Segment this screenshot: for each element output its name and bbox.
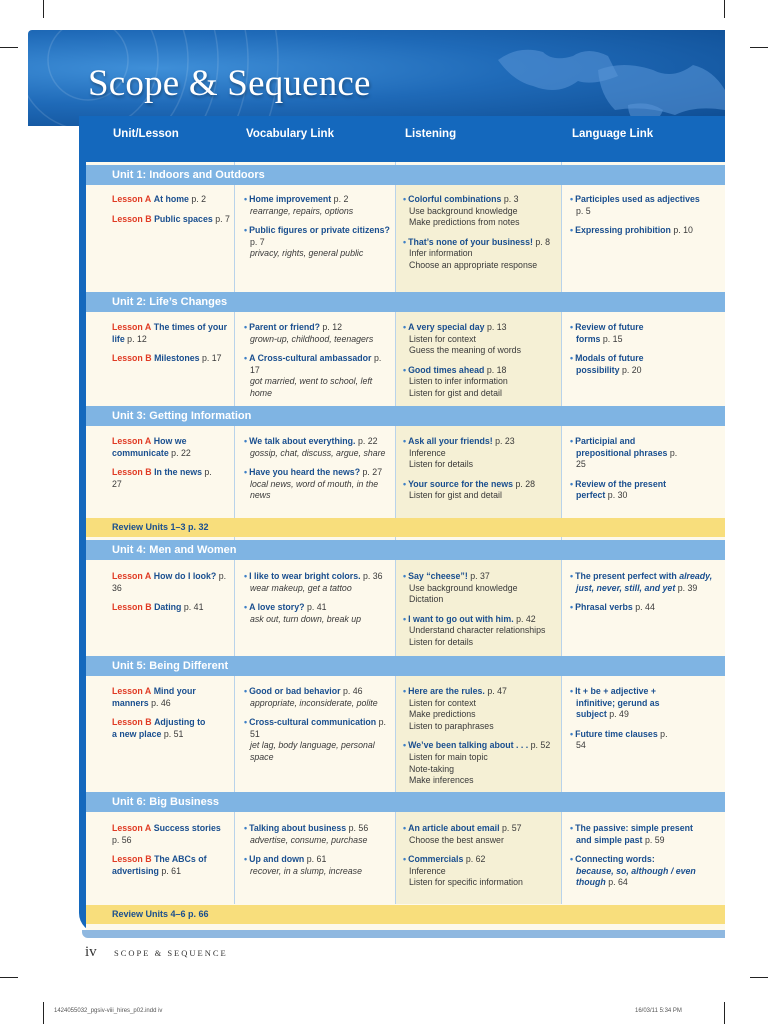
vocab-page: p. 17 xyxy=(250,353,382,375)
lesson-cell xyxy=(112,436,222,498)
language-title: Review of future forms xyxy=(575,322,644,344)
review-bar xyxy=(86,905,725,924)
listening-skill: Inference xyxy=(409,865,446,876)
lesson-label: Lesson A xyxy=(112,571,152,581)
lesson-label: Lesson B xyxy=(112,467,152,478)
lesson-title: Adjusting to a new place xyxy=(112,717,206,739)
listening-title: Commercials xyxy=(408,854,464,865)
print-slug: 1424055032_pgsiv-viii_hires_p02.indd iv xyxy=(54,1008,163,1014)
unit-title: Unit 1: Indoors and Outdoors xyxy=(112,169,265,181)
unit-header-bar xyxy=(86,165,725,185)
listening-page: p. 23 xyxy=(495,436,515,446)
lesson-label: Lesson B xyxy=(112,602,152,613)
language-extra: because, so, although / even though xyxy=(576,865,696,888)
vocab-title: Cross-cultural communication xyxy=(249,717,377,728)
listening-skill: Listen to infer information xyxy=(409,376,508,387)
listening-skill: Use background knowledge xyxy=(409,582,518,593)
crop-mark xyxy=(0,977,18,978)
vocab-title: Public figures or private citizens? xyxy=(249,225,390,236)
listening-title: I want to go out with him. xyxy=(408,613,514,624)
language-cell: • Participial and prepositional phrases p. 25 • Review of the present perfect p. 30 xyxy=(570,436,678,501)
listening-page: p. 52 xyxy=(530,740,551,751)
lesson-title: The ABCs of advertising xyxy=(112,854,207,876)
unit-title: Unit 2: Life’s Changes xyxy=(112,296,228,308)
language-page: p. 44 xyxy=(635,602,655,613)
vocab-title: A Cross-cultural ambassador xyxy=(249,353,372,364)
vocab-words: advertise, consume, purchase xyxy=(250,834,368,845)
vocab-title: Good or bad behavior xyxy=(249,686,341,696)
lesson-label: Lesson B xyxy=(112,353,152,364)
language-page: p. 5 xyxy=(576,205,591,216)
lesson-page: p. 61 xyxy=(161,865,181,876)
listening-skill: Note-taking xyxy=(409,763,454,774)
lesson-page: p. 17 xyxy=(201,353,222,364)
lesson-page: p. 2 xyxy=(191,194,207,204)
vocab-page: p. 46 xyxy=(342,686,363,696)
listening-title: A very special day xyxy=(408,322,485,332)
vocab-page: p. 36 xyxy=(363,571,383,581)
unit-header-bar xyxy=(86,292,725,312)
lesson-cell xyxy=(112,194,230,233)
header-vocabulary-link: Vocabulary Link xyxy=(246,128,334,140)
language-cell: • It + be + adjective + infinitive; gerund as subject p. 49 • Future time clauses p. 54 xyxy=(570,686,668,751)
listening-skill: Choose an appropriate response xyxy=(409,259,538,270)
vocab-page: p. 12 xyxy=(322,322,342,332)
language-page: p. 25 xyxy=(576,447,678,470)
vocab-words: privacy, rights, general public xyxy=(250,248,364,259)
language-page: p. 39 xyxy=(677,582,698,593)
unit-header-bar xyxy=(86,406,725,426)
listening-skill: Dictation xyxy=(409,594,444,605)
listening-page: p. 3 xyxy=(503,194,519,204)
crop-mark xyxy=(750,977,768,978)
lesson-page: p. 56 xyxy=(112,834,132,845)
vocab-title: Have you heard the news? xyxy=(249,467,361,478)
listening-skill: Make inferences xyxy=(409,775,474,786)
lesson-title: The times of your life xyxy=(112,322,228,344)
header-listening: Listening xyxy=(405,128,457,140)
vocab-title: Up and down xyxy=(249,854,305,865)
vocab-page: p. 56 xyxy=(348,823,369,833)
language-page: p. 10 xyxy=(673,225,693,236)
listening-page: p. 37 xyxy=(470,571,490,581)
vocab-words: got married, went to school, left home xyxy=(250,376,373,398)
language-title: Expressing prohibition xyxy=(575,225,671,236)
lesson-label: Lesson A xyxy=(112,322,152,332)
vocab-cell: • Good or bad behavior p. 46 appropriate, inconsiderate, polite • Cross-cultural communication p. 51 jet lag, body language, personal space xyxy=(244,686,386,762)
vocab-words: local news, word of mouth, in the news xyxy=(250,478,379,501)
listening-cell: • Say “cheese”! p. 37 Use background knowledge Dictation • I want to go out with him. p. 42 Understand character relationships Listen for details xyxy=(403,571,546,647)
language-page: p. 20 xyxy=(621,364,642,375)
listening-cell: • Colorful combinations p. 3 Use background knowledge Make predictions from notes • That’s none of your business! p. 8 Infer information Choose an appropriate response xyxy=(403,194,551,270)
listening-page: p. 57 xyxy=(501,823,522,833)
language-page: p. 49 xyxy=(609,709,629,720)
vocab-cell: • We talk about everything. p. 22 gossip, chat, discuss, argue, share • Have you heard the news? p. 27 local news, word of mouth, in the news xyxy=(244,436,386,501)
vocab-page: p. 7 xyxy=(250,236,265,247)
vocab-title: Home improvement xyxy=(249,194,332,204)
lesson-label: Lesson A xyxy=(112,194,152,204)
listening-skill: Listen for context xyxy=(409,697,476,708)
language-page: p. 59 xyxy=(644,834,665,845)
language-title: The present perfect with xyxy=(575,571,677,581)
lesson-title: How do I look? xyxy=(153,571,217,581)
vocab-words: jet lag, body language, personal space xyxy=(250,740,375,762)
lesson-page: p. 46 xyxy=(151,697,171,708)
lesson-title: Dating xyxy=(154,602,182,613)
listening-skill: Infer information xyxy=(409,248,473,259)
language-page: p. 15 xyxy=(602,333,623,344)
listening-page: p. 18 xyxy=(486,364,507,375)
page-title: Scope & Sequence xyxy=(88,63,371,104)
listening-skill: Listen for context xyxy=(409,333,476,344)
crop-mark xyxy=(43,1002,44,1024)
lesson-title: Mind your manners xyxy=(112,686,196,708)
lesson-page: p. 36 xyxy=(112,571,227,593)
review-bar xyxy=(86,518,725,537)
listening-page: p. 13 xyxy=(487,322,507,332)
vocab-title: Parent or friend? xyxy=(249,322,320,332)
header-language-link: Language Link xyxy=(572,128,654,140)
listening-skill: Listen for details xyxy=(409,636,474,647)
vocab-cell: • Talking about business p. 56 advertise, consume, purchase • Up and down p. 61 recover, in a slump, increase xyxy=(244,823,369,876)
language-title: The passive: simple present and simple past xyxy=(575,823,693,845)
vocab-words: rearrange, repairs, options xyxy=(250,205,354,216)
lesson-title: Public spaces xyxy=(154,213,213,224)
lesson-label: Lesson A xyxy=(112,436,152,446)
vocab-page: p. 61 xyxy=(306,854,327,865)
language-title: Phrasal verbs xyxy=(575,602,633,613)
vocab-cell: • I like to wear bright colors. p. 36 wear makeup, get a tattoo • A love story? p. 41 ask out, turn down, break up xyxy=(244,571,383,624)
listening-skill: Listen for specific information xyxy=(409,877,523,888)
listening-page: p. 47 xyxy=(487,686,507,696)
language-page: p. 30 xyxy=(607,490,628,501)
language-page: p. 54 xyxy=(576,728,668,751)
vocab-cell: • Parent or friend? p. 12 grown-up, childhood, teenagers • A Cross-cultural ambassador p. 17 got married, went to school, left home xyxy=(244,322,382,398)
table-header xyxy=(79,116,725,162)
listening-page: p. 42 xyxy=(516,613,536,624)
lesson-cell xyxy=(112,571,230,622)
lesson-page: p. 51 xyxy=(163,728,184,739)
language-cell: • Participles used as adjectives p. 5 • Expressing prohibition p. 10 xyxy=(570,194,700,236)
vocab-words: gossip, chat, discuss, argue, share xyxy=(250,447,386,458)
listening-skill: Choose the best answer xyxy=(409,834,504,845)
language-title: Connecting words: xyxy=(575,854,655,865)
listening-page: p. 28 xyxy=(515,478,536,489)
unit-title: Unit 5: Being Different xyxy=(112,660,229,672)
vocab-page: p. 27 xyxy=(362,467,383,478)
table-footer-bar xyxy=(82,930,725,938)
vocab-title: I like to wear bright colors. xyxy=(249,571,361,581)
vocab-words: wear makeup, get a tattoo xyxy=(250,582,352,593)
lesson-title: In the news xyxy=(154,467,202,478)
listening-skill: Listen for main topic xyxy=(409,751,488,762)
unit-title: Unit 4: Men and Women xyxy=(112,544,237,556)
vocab-page: p. 22 xyxy=(357,436,378,446)
lesson-label: Lesson A xyxy=(112,823,152,833)
listening-skill: Guess the meaning of words xyxy=(409,345,521,356)
crop-mark xyxy=(0,47,18,48)
print-date: 16/03/11 5:34 PM xyxy=(635,1008,682,1014)
vocab-page: p. 51 xyxy=(250,717,386,739)
language-cell: • The present perfect with already, just, never, still, and yet p. 39 • Phrasal verbs p. 44 xyxy=(570,571,713,613)
listening-skill: Listen for gist and detail xyxy=(409,490,502,501)
listening-skill: Make predictions xyxy=(409,709,476,720)
vocab-page: p. 41 xyxy=(306,602,327,613)
lesson-page: p. 22 xyxy=(171,447,191,458)
listening-cell: • Ask all your friends! p. 23 Inference Listen for details • Your source for the news p. 28 Listen for gist and detail xyxy=(403,436,536,501)
language-page: p. 64 xyxy=(608,877,628,888)
running-footer: SCOPE & SEQUENCE xyxy=(114,948,228,958)
language-title: Future time clauses xyxy=(575,728,658,739)
listening-title: Say “cheese”! xyxy=(408,571,468,581)
listening-page: p. 62 xyxy=(465,854,486,865)
language-extra: already, just, never, still, and yet xyxy=(576,571,713,593)
lesson-page: p. 41 xyxy=(183,602,204,613)
vocab-cell: • Home improvement p. 2 rearrange, repairs, options • Public figures or private citizens? p. 7 privacy, rights, general public xyxy=(244,194,390,259)
crop-mark xyxy=(750,47,768,48)
review-label: Review Units 4–6 p. 66 xyxy=(112,909,209,919)
lesson-label: Lesson B xyxy=(112,854,152,865)
lesson-label: Lesson A xyxy=(112,686,152,696)
lesson-label: Lesson B xyxy=(112,717,152,728)
language-title: Participles used as adjectives xyxy=(575,194,700,204)
listening-cell: • A very special day p. 13 Listen for context Guess the meaning of words • Good times ahead p. 18 Listen to infer information Listen for gist and detail xyxy=(403,322,521,398)
unit-header-bar xyxy=(86,792,725,812)
lesson-label: Lesson B xyxy=(112,213,152,224)
lesson-page: p. 7 xyxy=(215,213,230,224)
listening-skill: Listen to paraphrases xyxy=(409,720,494,731)
review-label: Review Units 1–3 p. 32 xyxy=(112,522,209,532)
unit-title: Unit 6: Big Business xyxy=(112,796,219,808)
unit-header-bar xyxy=(86,656,725,676)
vocab-title: We talk about everything. xyxy=(249,436,356,446)
listening-skill: Use background knowledge xyxy=(409,205,518,216)
page-number: iv xyxy=(85,944,97,960)
listening-title: Ask all your friends! xyxy=(408,436,493,446)
lesson-title: At home xyxy=(153,194,189,204)
listening-skill: Understand character relationships xyxy=(409,625,546,636)
listening-skill: Listen for gist and detail xyxy=(409,387,502,398)
language-cell: • The passive: simple present and simple past p. 59 • Connecting words: because, so, although / even though p. 64 xyxy=(570,823,696,888)
listening-cell: • Here are the rules. p. 47 Listen for context Make predictions Listen to paraphrases • We’ve been talking about . . . p. 52 Listen for main topic Note-taking Make inferences xyxy=(403,686,551,786)
vocab-words: recover, in a slump, increase xyxy=(250,865,362,876)
listening-title: Good times ahead xyxy=(408,364,485,375)
language-title: Modals of future possibility xyxy=(575,353,644,375)
vocab-words: ask out, turn down, break up xyxy=(250,613,362,624)
listening-title: Colorful combinations xyxy=(408,194,502,204)
lesson-page: p. 27 xyxy=(112,467,212,489)
unit-header-bar xyxy=(86,540,725,560)
lesson-cell xyxy=(112,823,230,885)
listening-page: p. 8 xyxy=(535,236,551,247)
vocab-words: appropriate, inconsiderate, polite xyxy=(250,697,378,708)
header-unit-lesson: Unit/Lesson xyxy=(113,128,179,140)
listening-skill: Listen for details xyxy=(409,459,474,470)
crop-mark xyxy=(724,1002,725,1024)
listening-title: An article about email xyxy=(408,823,500,833)
language-title: It + be + adjective + infinitive; gerund as subject xyxy=(575,686,660,720)
lesson-page: p. 12 xyxy=(127,333,147,344)
vocab-page: p. 2 xyxy=(333,194,349,204)
listening-cell: • An article about email p. 57 Choose the best answer • Commercials p. 62 Inference Listen for specific information xyxy=(403,823,523,888)
language-cell: • Review of future forms p. 15 • Modals of future possibility p. 20 xyxy=(570,322,644,375)
listening-title: That’s none of your business! xyxy=(408,236,533,247)
lesson-title: Milestones xyxy=(154,353,200,364)
vocab-words: grown-up, childhood, teenagers xyxy=(250,333,374,344)
vocab-title: A love story? xyxy=(249,602,305,613)
lesson-cell xyxy=(112,686,212,748)
listening-skill: Make predictions from notes xyxy=(409,217,520,228)
lesson-title: How we communicate xyxy=(112,436,187,458)
crop-mark xyxy=(724,0,725,18)
vocab-title: Talking about business xyxy=(249,823,347,833)
lesson-title: Success stories xyxy=(153,823,221,833)
listening-title: Your source for the news xyxy=(408,478,514,489)
lesson-cell xyxy=(112,322,230,373)
listening-title: We’ve been talking about . . . xyxy=(408,740,529,751)
listening-title: Here are the rules. xyxy=(408,686,485,696)
listening-skill: Inference xyxy=(409,447,446,458)
crop-mark xyxy=(43,0,44,18)
language-title: Participial and prepositional phrases xyxy=(575,436,668,458)
language-title: Review of the present perfect xyxy=(575,478,667,501)
unit-title: Unit 3: Getting Information xyxy=(112,410,252,422)
